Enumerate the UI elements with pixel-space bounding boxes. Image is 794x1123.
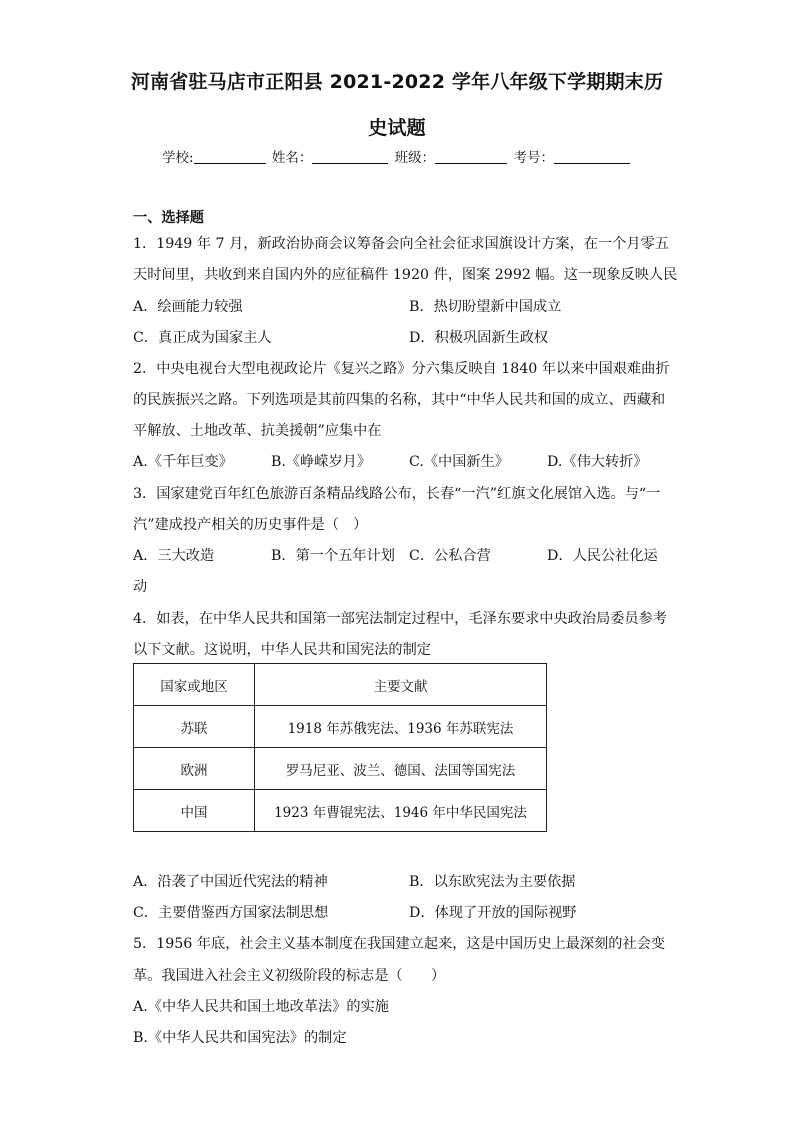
- table-cell-documents: 罗马尼亚、波兰、德国、法国等国宪法: [255, 748, 547, 790]
- school-label: 学校:: [162, 150, 194, 166]
- q2-option-d[interactable]: D.《伟大转折》: [547, 454, 648, 470]
- table-header-documents: 主要文献: [255, 664, 547, 706]
- q1-text-line2: 天时间里，共收到来自国内外的应征稿件 1920 件，图案 2992 幅。这一现象反映人民: [133, 267, 678, 283]
- q4-text-line2: 以下文献。这说明，中华人民共和国宪法的制定: [133, 642, 431, 658]
- q1-option-a[interactable]: A．绘画能力较强: [133, 299, 243, 315]
- name-blank[interactable]: [312, 149, 388, 164]
- table-header-region: 国家或地区: [134, 664, 255, 706]
- q3-option-c[interactable]: C．公私合营: [409, 548, 491, 564]
- q2-text-line1: 2．中央电视台大型电视政论片《复兴之路》分六集反映自 1840 年以来中国艰难曲折: [133, 361, 670, 377]
- table-row: [134, 748, 547, 790]
- table-cell-documents: 1918 年苏俄宪法、1936 年苏联宪法: [255, 706, 547, 748]
- q3-option-d-wrap: 动: [133, 579, 148, 595]
- q2-option-b[interactable]: B.《峥嵘岁月》: [271, 454, 372, 470]
- q3-option-d[interactable]: D．人民公社化运: [547, 548, 658, 564]
- q5-text-line2: 革。我国进入社会主义初级阶段的标志是（ ）: [133, 968, 446, 984]
- q1-option-b[interactable]: B．热切盼望新中国成立: [409, 299, 562, 315]
- school-blank[interactable]: [194, 149, 266, 164]
- q3-text-line1: 3．国家建党百年红色旅游百条精品线路公布，长春“一汽”红旗文化展馆入选。与“一: [133, 486, 661, 502]
- q4-text-line1: 4．如表，在中华人民共和国第一部宪法制定过程中，毛泽东要求中央政治局委员参考: [133, 611, 667, 627]
- q5-text-line1: 5．1956 年底，社会主义基本制度在我国建立起来，这是中国历史上最深刻的社会变: [133, 936, 666, 952]
- constitution-reference-table: [133, 663, 547, 832]
- table-row: [134, 790, 547, 832]
- q3-option-a[interactable]: A．三大改造: [133, 548, 215, 564]
- q5-option-b[interactable]: B.《中华人民共和国宪法》的制定: [133, 1030, 347, 1046]
- q2-text-line2: 的民族振兴之路。下列选项是其前四集的名称，其中“中华人民共和国的成立、西藏和: [133, 392, 666, 408]
- table-cell-region: 中国: [134, 790, 255, 832]
- table-cell-region: 欧洲: [134, 748, 255, 790]
- q5-option-a[interactable]: A.《中华人民共和国土地改革法》的实施: [133, 999, 389, 1015]
- q3-text-line2: 汽”建成投产相关的历史事件是（ ）: [133, 517, 368, 533]
- q2-option-a[interactable]: A.《千年巨变》: [133, 454, 233, 470]
- table-cell-documents: 1923 年曹锟宪法、1946 年中华民国宪法: [255, 790, 547, 832]
- q4-option-c[interactable]: C．主要借鉴西方国家法制思想: [133, 905, 329, 921]
- page-title-line2: 史试题: [368, 117, 426, 139]
- page-title-line1: 河南省驻马店市正阳县 2021-2022 学年八年级下学期期末历: [130, 71, 664, 93]
- table-row: [134, 706, 547, 748]
- name-label: 姓名：: [271, 150, 313, 166]
- section-heading: 一、选择题: [133, 210, 204, 226]
- exam-number-label: 考号：: [513, 150, 554, 166]
- table-header-row: [134, 664, 547, 706]
- q4-option-d[interactable]: D．体现了开放的国际视野: [409, 905, 577, 921]
- q4-option-b[interactable]: B．以东欧宪法为主要依据: [409, 874, 576, 890]
- exam-number-blank[interactable]: [554, 149, 630, 164]
- q1-text-line1: 1．1949 年 7 月，新政治协商会议筹备会向全社会征求国旗设计方案，在一个月零五: [133, 236, 669, 252]
- q1-option-d[interactable]: D．积极巩固新生政权: [409, 330, 549, 346]
- class-blank[interactable]: [435, 149, 507, 164]
- q2-option-c[interactable]: C.《中国新生》: [409, 454, 509, 470]
- q4-option-a[interactable]: A．沿袭了中国近代宪法的精神: [133, 874, 328, 890]
- q3-option-b[interactable]: B．第一个五年计划: [271, 548, 395, 564]
- table-cell-region: 苏联: [134, 706, 255, 748]
- student-info-row: [0, 146, 794, 166]
- class-label: 班级：: [394, 150, 436, 166]
- q2-text-line3: 平解放、土地改革、抗美援朝”应集中在: [133, 423, 382, 439]
- q1-option-c[interactable]: C．真正成为国家主人: [133, 330, 272, 346]
